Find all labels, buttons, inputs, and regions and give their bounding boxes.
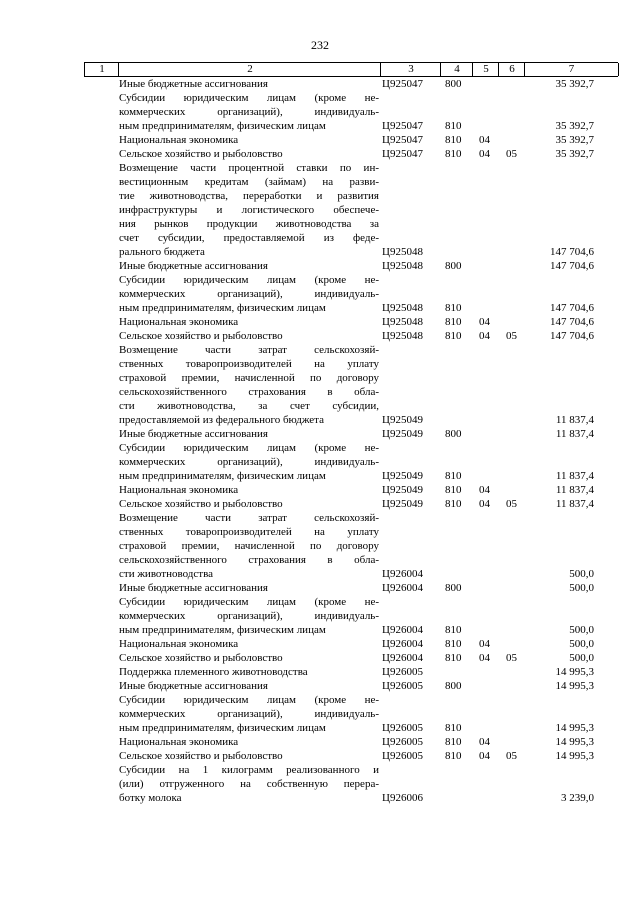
section: 04 xyxy=(479,148,490,160)
table-row xyxy=(84,651,618,665)
table-row xyxy=(84,315,618,329)
amount: 11 837,4 xyxy=(555,428,594,440)
header-col-2: 2 xyxy=(118,63,381,76)
row-description xyxy=(119,637,379,651)
table-row xyxy=(84,595,618,637)
description-line: ным предпринимателям, физическим лицам xyxy=(119,302,326,314)
row-description xyxy=(119,133,379,147)
header-col-7: 7 xyxy=(524,63,619,76)
description-line: Иные бюджетные ассигнования xyxy=(119,680,268,692)
table-row xyxy=(84,147,618,161)
target-code: Ц926006 xyxy=(382,792,423,804)
target-code: Ц926005 xyxy=(382,722,423,734)
expense-type: 810 xyxy=(445,120,462,132)
subsection: 05 xyxy=(506,750,517,762)
description-line: сти животноводства, за счет субсидии, xyxy=(119,400,379,412)
description-line: Субсидии юридическим лицам (кроме не- xyxy=(119,92,379,104)
amount: 14 995,3 xyxy=(555,666,594,678)
description-line: коммерческих организаций), индивидуаль- xyxy=(119,106,379,118)
target-code: Ц925047 xyxy=(382,120,423,132)
header-col-3: 3 xyxy=(380,63,441,76)
description-line: Субсидии юридическим лицам (кроме не- xyxy=(119,442,379,454)
target-code: Ц925048 xyxy=(382,246,423,258)
amount: 147 704,6 xyxy=(550,316,594,328)
subsection: 05 xyxy=(506,498,517,510)
expense-type: 810 xyxy=(445,736,462,748)
expense-type: 810 xyxy=(445,750,462,762)
row-description xyxy=(119,273,379,315)
description-line: Сельское хозяйство и рыболовство xyxy=(119,498,283,510)
amount: 35 392,7 xyxy=(555,134,594,146)
target-code: Ц926005 xyxy=(382,666,423,678)
description-line: инфраструктуры и логистического обеспече- xyxy=(119,204,379,216)
table-row xyxy=(84,749,618,763)
description-line: коммерческих организаций), индивидуаль- xyxy=(119,456,379,468)
target-code: Ц925048 xyxy=(382,302,423,314)
expense-type: 810 xyxy=(445,722,462,734)
target-code: Ц926004 xyxy=(382,568,423,580)
table-row xyxy=(84,679,618,693)
amount: 35 392,7 xyxy=(555,120,594,132)
description-line: Национальная экономика xyxy=(119,134,239,146)
description-line: Иные бюджетные ассигнования xyxy=(119,260,268,272)
expense-type: 810 xyxy=(445,134,462,146)
row-description xyxy=(119,259,379,273)
row-description xyxy=(119,595,379,637)
expense-type: 800 xyxy=(445,680,462,692)
description-line: страховой премии, начисленной по договору xyxy=(119,372,379,384)
description-line: Иные бюджетные ассигнования xyxy=(119,582,268,594)
row-description xyxy=(119,665,379,679)
expense-type: 810 xyxy=(445,638,462,650)
amount: 500,0 xyxy=(569,582,594,594)
amount: 3 239,0 xyxy=(561,792,594,804)
expense-type: 810 xyxy=(445,470,462,482)
table-row xyxy=(84,735,618,749)
section: 04 xyxy=(479,652,490,664)
description-line: Возмещение части затрат сельскохозяй- xyxy=(119,512,379,524)
description-line: ственных товаропроизводителей на уплату xyxy=(119,526,379,538)
target-code: Ц925048 xyxy=(382,260,423,272)
table-row xyxy=(84,133,618,147)
description-line: вестиционным кредитам (займам) на разви- xyxy=(119,176,379,188)
target-code: Ц925047 xyxy=(382,78,423,90)
target-code: Ц926004 xyxy=(382,624,423,636)
expense-type: 800 xyxy=(445,428,462,440)
row-description xyxy=(119,581,379,595)
description-line: Национальная экономика xyxy=(119,736,239,748)
amount: 11 837,4 xyxy=(555,470,594,482)
header-col-6: 6 xyxy=(498,63,525,76)
row-description xyxy=(119,441,379,483)
description-line: Национальная экономика xyxy=(119,484,239,496)
amount: 11 837,4 xyxy=(555,484,594,496)
expense-type: 800 xyxy=(445,78,462,90)
table-row xyxy=(84,259,618,273)
row-description xyxy=(119,329,379,343)
table-row xyxy=(84,441,618,483)
target-code: Ц925047 xyxy=(382,134,423,146)
description-line: ботку молока xyxy=(119,792,182,804)
table-row xyxy=(84,497,618,511)
section: 04 xyxy=(479,736,490,748)
amount: 11 837,4 xyxy=(555,498,594,510)
row-description xyxy=(119,511,379,581)
table-header xyxy=(84,62,618,77)
section: 04 xyxy=(479,316,490,328)
row-description xyxy=(119,315,379,329)
section: 04 xyxy=(479,484,490,496)
target-code: Ц925048 xyxy=(382,316,423,328)
description-line: рального бюджета xyxy=(119,246,205,258)
description-line: ния рынков продукции животноводства за xyxy=(119,218,379,230)
section: 04 xyxy=(479,330,490,342)
section: 04 xyxy=(479,750,490,762)
row-description xyxy=(119,161,379,259)
row-description xyxy=(119,91,379,133)
description-line: Субсидии юридическим лицам (кроме не- xyxy=(119,596,379,608)
description-line: Сельское хозяйство и рыболовство xyxy=(119,330,283,342)
expense-type: 810 xyxy=(445,148,462,160)
table-row xyxy=(84,665,618,679)
subsection: 05 xyxy=(506,652,517,664)
table-row xyxy=(84,343,618,427)
description-line: Иные бюджетные ассигнования xyxy=(119,78,268,90)
table-row xyxy=(84,273,618,315)
target-code: Ц926005 xyxy=(382,736,423,748)
amount: 500,0 xyxy=(569,568,594,580)
table-row xyxy=(84,77,618,91)
description-line: ственных товаропроизводителей на уплату xyxy=(119,358,379,370)
target-code: Ц925049 xyxy=(382,470,423,482)
target-code: Ц926004 xyxy=(382,638,423,650)
expense-type: 810 xyxy=(445,498,462,510)
table-row xyxy=(84,91,618,133)
description-line: ным предпринимателям, физическим лицам xyxy=(119,120,326,132)
description-line: коммерческих организаций), индивидуаль- xyxy=(119,708,379,720)
amount: 500,0 xyxy=(569,638,594,650)
description-line: сельскохозяйственного страхования в обла- xyxy=(119,554,379,566)
row-description xyxy=(119,749,379,763)
page-number: 232 xyxy=(311,38,329,52)
description-line: Сельское хозяйство и рыболовство xyxy=(119,750,283,762)
row-description xyxy=(119,693,379,735)
description-line: Национальная экономика xyxy=(119,638,239,650)
expense-type: 810 xyxy=(445,484,462,496)
amount: 500,0 xyxy=(569,652,594,664)
target-code: Ц925049 xyxy=(382,414,423,426)
row-description xyxy=(119,497,379,511)
amount: 11 837,4 xyxy=(555,414,594,426)
amount: 147 704,6 xyxy=(550,246,594,258)
description-line: Субсидии юридическим лицам (кроме не- xyxy=(119,274,379,286)
header-col-1: 1 xyxy=(84,63,119,76)
expense-type: 810 xyxy=(445,302,462,314)
description-line: Субсидии на 1 килограмм реализованного и xyxy=(119,764,379,776)
target-code: Ц925047 xyxy=(382,148,423,160)
target-code: Ц926004 xyxy=(382,582,423,594)
amount: 35 392,7 xyxy=(555,148,594,160)
description-line: тие животноводства, переработки и развития xyxy=(119,190,379,202)
description-line: счет субсидии, предоставляемой из феде- xyxy=(119,232,379,244)
amount: 14 995,3 xyxy=(555,722,594,734)
target-code: Ц926004 xyxy=(382,652,423,664)
description-line: коммерческих организаций), индивидуаль- xyxy=(119,288,379,300)
expense-type: 810 xyxy=(445,624,462,636)
description-line: Национальная экономика xyxy=(119,316,239,328)
table-body xyxy=(84,77,618,805)
table-row xyxy=(84,581,618,595)
table-row xyxy=(84,637,618,651)
description-line: ным предпринимателям, физическим лицам xyxy=(119,624,326,636)
row-description xyxy=(119,735,379,749)
table-row xyxy=(84,329,618,343)
target-code: Ц926005 xyxy=(382,750,423,762)
amount: 500,0 xyxy=(569,624,594,636)
amount: 35 392,7 xyxy=(555,78,594,90)
row-description xyxy=(119,483,379,497)
row-description xyxy=(119,679,379,693)
row-description xyxy=(119,147,379,161)
description-line: Возмещение части затрат сельскохозяй- xyxy=(119,344,379,356)
description-line: Поддержка племенного животноводства xyxy=(119,666,308,678)
section: 04 xyxy=(479,134,490,146)
row-description xyxy=(119,343,379,427)
description-line: коммерческих организаций), индивидуаль- xyxy=(119,610,379,622)
amount: 14 995,3 xyxy=(555,736,594,748)
expense-type: 810 xyxy=(445,316,462,328)
description-line: ным предпринимателям, физическим лицам xyxy=(119,470,326,482)
description-line: Субсидии юридическим лицам (кроме не- xyxy=(119,694,379,706)
row-description xyxy=(119,763,379,805)
expense-type: 800 xyxy=(445,582,462,594)
row-description xyxy=(119,77,379,91)
target-code: Ц925049 xyxy=(382,498,423,510)
table-row xyxy=(84,161,618,259)
subsection: 05 xyxy=(506,330,517,342)
description-line: сти животноводства xyxy=(119,568,213,580)
description-line: страховой премии, начисленной по договору xyxy=(119,540,379,552)
section: 04 xyxy=(479,638,490,650)
amount: 147 704,6 xyxy=(550,330,594,342)
description-line: ным предпринимателям, физическим лицам xyxy=(119,722,326,734)
table-row xyxy=(84,427,618,441)
description-line: сельскохозяйственного страхования в обла- xyxy=(119,386,379,398)
description-line: Иные бюджетные ассигнования xyxy=(119,428,268,440)
expense-type: 800 xyxy=(445,260,462,272)
target-code: Ц926005 xyxy=(382,680,423,692)
description-line: Сельское хозяйство и рыболовство xyxy=(119,652,283,664)
amount: 14 995,3 xyxy=(555,750,594,762)
expense-type: 810 xyxy=(445,652,462,664)
table-row xyxy=(84,693,618,735)
section: 04 xyxy=(479,498,490,510)
header-col-4: 4 xyxy=(440,63,473,76)
table-row xyxy=(84,483,618,497)
subsection: 05 xyxy=(506,148,517,160)
description-line: Сельское хозяйство и рыболовство xyxy=(119,148,283,160)
description-line: (или) отгруженного на собственную перера- xyxy=(119,778,379,790)
target-code: Ц925049 xyxy=(382,484,423,496)
table-row xyxy=(84,763,618,805)
row-description xyxy=(119,651,379,665)
description-line: предоставляемой из федерального бюджета xyxy=(119,414,324,426)
target-code: Ц925049 xyxy=(382,428,423,440)
expense-type: 810 xyxy=(445,330,462,342)
amount: 147 704,6 xyxy=(550,302,594,314)
row-description xyxy=(119,427,379,441)
description-line: Возмещение части процентной ставки по ин- xyxy=(119,162,379,174)
amount: 14 995,3 xyxy=(555,680,594,692)
table-row xyxy=(84,511,618,581)
amount: 147 704,6 xyxy=(550,260,594,272)
header-col-5: 5 xyxy=(472,63,499,76)
target-code: Ц925048 xyxy=(382,330,423,342)
